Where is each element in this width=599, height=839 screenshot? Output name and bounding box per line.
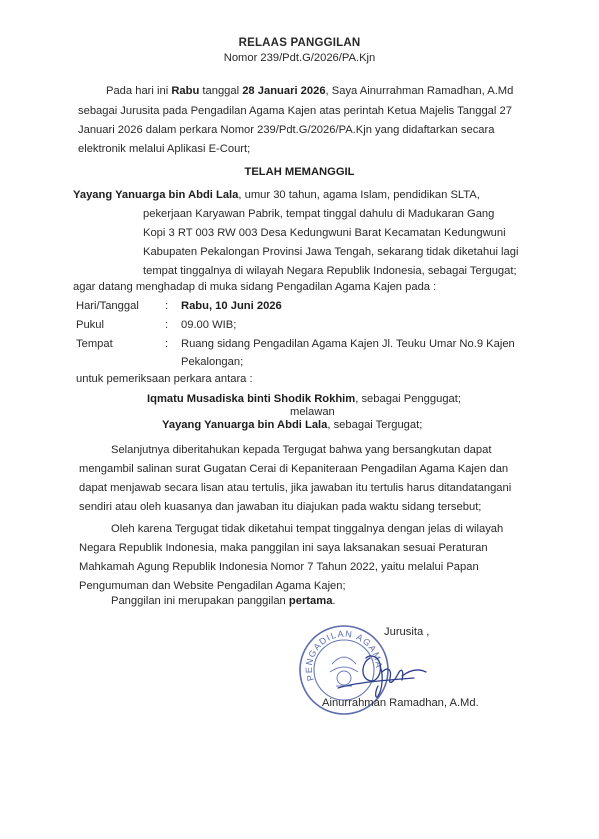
document-number: Nomor 239/Pdt.G/2026/PA.Kjn <box>223 52 376 64</box>
intro-line-4: elektronik melalui Aplikasi E-Court; <box>78 143 251 155</box>
party-line-4: Kabupaten Pekalongan Provinsi Jawa Tengah, sekarang tidak diketahui lagi <box>143 246 519 258</box>
party-line-1: Yayang Yanuarga bin Abdi Lala, umur 30 tahun, agama Islam, pendidikan SLTA, <box>73 189 480 201</box>
intro-line-3: Januari 2026 dalam perkara Nomor 239/Pdt.G/2026/PA.Kjn yang didaftarkan secara <box>78 124 495 136</box>
schedule-sep-day: : <box>165 300 169 312</box>
tergugat-line: Yayang Yanuarga bin Abdi Lala, sebagai Tergugat; <box>162 419 423 431</box>
para2-line-2: Negara Republik Indonesia, maka panggilan ini saya laksanakan sesuai Peraturan <box>79 542 488 554</box>
schedule-value-place-cont: Pekalongan; <box>181 356 244 368</box>
para1-line-2: mengambil salinan surat Gugatan Cerai di Kepaniteraan Pengadilan Agama Kajen dan <box>79 463 509 475</box>
schedule-value-time: 09.00 WIB; <box>181 319 237 331</box>
schedule-label-day: Hari/Tanggal <box>76 300 139 312</box>
penggugat-line: Iqmatu Musadiska binti Shodik Rokhim, sebagai Penggugat; <box>147 393 461 405</box>
signature-role: Jurusita , <box>384 626 430 638</box>
agar-line: agar datang menghadap di muka sidang Pengadilan Agama Kajen pada : <box>73 281 437 293</box>
intro-line-2: sebagai Jurusita pada Pengadilan Agama Kajen atas perintah Ketua Majelis Tanggal 27 <box>78 105 512 117</box>
para1-line-3: dapat menjawab secara lisan atau tertulis, jika jawaban itu tertulis harus ditandatangani <box>79 482 512 494</box>
schedule-label-place: Tempat <box>76 338 113 350</box>
schedule-value-place: Ruang sidang Pengadilan Agama Kajen Jl. Teuku Umar No.9 Kajen <box>181 338 515 350</box>
schedule-value-day: Rabu, 10 Juni 2026 <box>181 300 282 312</box>
schedule-sep-place: : <box>165 338 169 350</box>
melawan-line: melawan <box>290 406 335 418</box>
party-line-2: pekerjaan Karyawan Pabrik, tempat tinggal dahulu di Madukaran Gang <box>143 208 495 220</box>
schedule-label-time: Pukul <box>76 319 104 331</box>
telah-memanggil-heading: TELAH MEMANGGIL <box>244 166 355 178</box>
party-line-5: tempat tinggalnya di wilayah Negara Republik Indonesia, sebagai Tergugat; <box>143 265 517 277</box>
document-title: RELAAS PANGGILAN <box>238 37 361 49</box>
untuk-line: untuk pemeriksaan perkara antara : <box>76 373 253 385</box>
para3-line: Panggilan ini merupakan panggilan pertama. <box>111 595 336 607</box>
para2-line-3: Mahkamah Agung Republik Indonesia Nomor 7 Tahun 2022, yaitu melalui Papan <box>79 561 479 573</box>
party-line-3: Kopi 3 RT 003 RW 003 Desa Kedungwuni Barat Kecamatan Kedungwuni <box>143 227 506 239</box>
para2-line-1: Oleh karena Tergugat tidak diketahui tempat tinggalnya dengan jelas di wilayah <box>111 523 504 535</box>
para1-line-4: sendiri atau oleh kuasanya dan jawaban itu diajukan pada waktu sidang tersebut; <box>79 501 482 513</box>
para1-line-1: Selanjutnya diberitahukan kepada Tergugat bahwa yang bersangkutan dapat <box>111 444 492 456</box>
signature-name: Ainurrahman Ramadhan, A.Md. <box>322 697 479 709</box>
svg-text:PENGADILAN AGAMA: PENGADILAN AGAMA <box>303 628 385 683</box>
para2-line-4: Pengumuman dan Website Pengadilan Agama Kajen; <box>79 580 346 592</box>
intro-line-1: Pada hari ini Rabu tanggal 28 Januari 2026, Saya Ainurrahman Ramadhan, A.Md <box>106 85 514 97</box>
party-name: Yayang Yanuarga bin Abdi Lala <box>73 189 239 201</box>
schedule-sep-time: : <box>165 319 169 331</box>
